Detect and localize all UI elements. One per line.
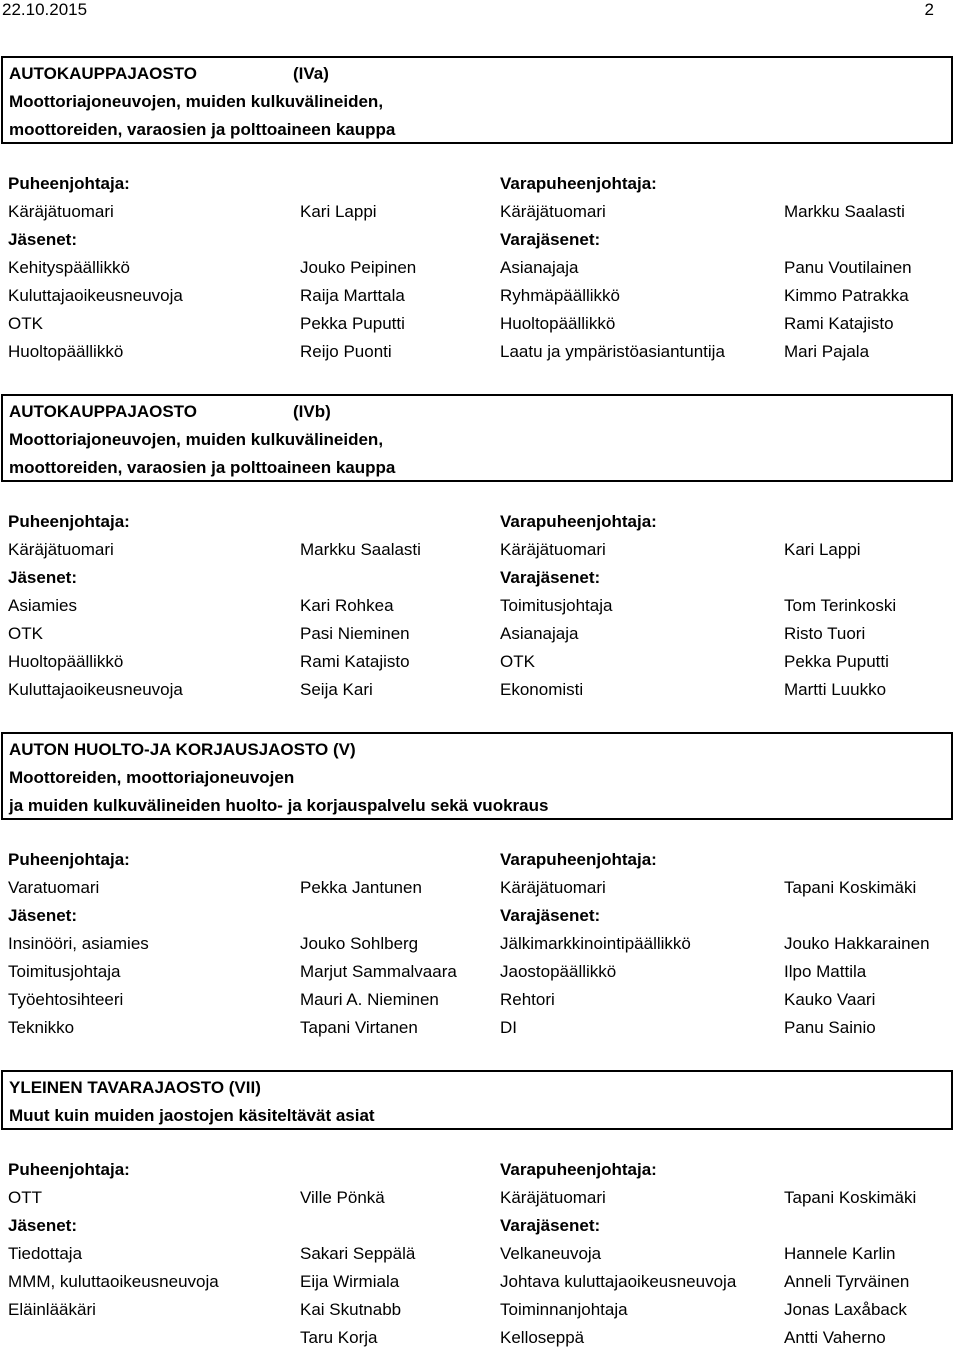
- member-name: Reijo Puonti: [300, 342, 392, 361]
- page-number: 2: [924, 0, 934, 19]
- deputy-name: Tom Terinkoski: [784, 596, 897, 615]
- section-title-line: [9, 60, 945, 88]
- member-row: [8, 282, 958, 310]
- document-date: 22.10.2015: [2, 0, 88, 19]
- chair-name: Markku Saalasti: [300, 540, 421, 559]
- member-title: Huoltopäällikkö: [8, 652, 124, 671]
- member-name: Sakari Seppälä: [300, 1244, 416, 1263]
- deputy-title: OTK: [500, 652, 535, 671]
- member-row: [8, 254, 958, 282]
- vice-chair-name: Tapani Koskimäki: [784, 878, 917, 897]
- members-label: Jäsenet:: [8, 230, 77, 249]
- section-subtitle: moottoreiden, varaosien ja polttoaineen kauppa: [9, 120, 396, 139]
- chair-title: Käräjätuomari: [8, 540, 114, 559]
- member-name: Taru Korja: [300, 1328, 378, 1347]
- deputy-name: Kimmo Patrakka: [784, 286, 909, 305]
- member-row: [8, 620, 958, 648]
- deputy-title: Jälkimarkkinointipäällikkö: [500, 934, 691, 953]
- roster-label-row: [8, 226, 958, 254]
- deputy-title: Toimitusjohtaja: [500, 596, 613, 615]
- vice-chair-title: Käräjätuomari: [500, 1188, 606, 1207]
- member-name: Pasi Nieminen: [300, 624, 410, 643]
- section-subtitle: Moottoriajoneuvojen, muiden kulkuvälineiden,: [9, 430, 384, 449]
- chair-row: [8, 198, 958, 226]
- section-roster: [8, 170, 958, 366]
- deputy-title: Ryhmäpäällikkö: [500, 286, 620, 305]
- chair-name: Kari Lappi: [300, 202, 377, 221]
- section-title-box: [1, 732, 953, 820]
- section-subtitle: Moottoriajoneuvojen, muiden kulkuvälineiden,: [9, 92, 384, 111]
- chair-row: [8, 1184, 958, 1212]
- deputy-name: Risto Tuori: [784, 624, 866, 643]
- deputy-title: Asianajaja: [500, 624, 579, 643]
- chair-title: Käräjätuomari: [8, 202, 114, 221]
- deputy-name: Jonas Laxåback: [784, 1300, 907, 1319]
- member-title: Kuluttajaoikeusneuvoja: [8, 680, 183, 699]
- member-name: Kai Skutnabb: [300, 1300, 402, 1319]
- member-row: [8, 1014, 958, 1042]
- member-row: [8, 648, 958, 676]
- deputy-title: Velkaneuvoja: [500, 1244, 602, 1263]
- member-title: Teknikko: [8, 1018, 75, 1037]
- member-title: Toimitusjohtaja: [8, 962, 121, 981]
- deputy-name: Mari Pajala: [784, 342, 870, 361]
- member-name: Pekka Puputti: [300, 314, 405, 333]
- members-label: Jäsenet:: [8, 1216, 77, 1235]
- member-title: Huoltopäällikkö: [8, 342, 124, 361]
- vice-chair-label: Varapuheenjohtaja:: [500, 512, 657, 531]
- roster-label-row: [8, 1212, 958, 1240]
- deputy-name: Jouko Hakkarainen: [784, 934, 930, 953]
- deputy-name: Anneli Tyrväinen: [784, 1272, 910, 1291]
- member-row: [8, 958, 958, 986]
- chair-name: Ville Pönkä: [300, 1188, 385, 1207]
- chair-label: Puheenjohtaja:: [8, 512, 130, 531]
- vice-chair-name: Tapani Koskimäki: [784, 1188, 917, 1207]
- members-label: Jäsenet:: [8, 906, 77, 925]
- member-row: [8, 310, 958, 338]
- roster-label-row: [8, 170, 958, 198]
- section-title: YLEINEN TAVARAJAOSTO (VII): [9, 1078, 261, 1097]
- section-title: AUTOKAUPPAJAOSTO: [9, 64, 197, 83]
- section-roster: [8, 508, 958, 704]
- section-title-box: [1, 56, 953, 144]
- member-title: OTK: [8, 624, 43, 643]
- member-row: [8, 592, 958, 620]
- deputy-name: Panu Voutilainen: [784, 258, 912, 277]
- section-title-line: [9, 1074, 945, 1102]
- page-header: [0, 0, 960, 22]
- deputy-title: Laatu ja ympäristöasiantuntija: [500, 342, 725, 361]
- chair-label: Puheenjohtaja:: [8, 174, 130, 193]
- member-row: [8, 338, 958, 366]
- members-label: Jäsenet:: [8, 568, 77, 587]
- member-title: Kehityspäällikkö: [8, 258, 130, 277]
- section-subtitle: Muut kuin muiden jaostojen käsiteltävät asiat: [9, 1106, 375, 1125]
- roster-label-row: [8, 902, 958, 930]
- member-row: [8, 1268, 958, 1296]
- member-title: Asiamies: [8, 596, 77, 615]
- deputy-name: Rami Katajisto: [784, 314, 894, 333]
- chair-label: Puheenjohtaja:: [8, 1160, 130, 1179]
- member-name: Kari Rohkea: [300, 596, 394, 615]
- deputy-name: Kauko Vaari: [784, 990, 876, 1009]
- section-roster: [8, 846, 958, 1042]
- section-title-box: [1, 1070, 953, 1130]
- deputy-title: Kelloseppä: [500, 1328, 585, 1347]
- section-subtitle: Moottoreiden, moottoriajoneuvojen: [9, 768, 295, 787]
- roster-label-row: [8, 1156, 958, 1184]
- member-title: Insinööri, asiamies: [8, 934, 149, 953]
- section-subtitle: moottoreiden, varaosien ja polttoaineen kauppa: [9, 458, 396, 477]
- deputy-title: Rehtori: [500, 990, 555, 1009]
- member-name: Raija Marttala: [300, 286, 405, 305]
- deputy-name: Hannele Karlin: [784, 1244, 896, 1263]
- section-title-box: [1, 394, 953, 482]
- chair-row: [8, 874, 958, 902]
- vice-chair-label: Varapuheenjohtaja:: [500, 174, 657, 193]
- member-name: Mauri A. Nieminen: [300, 990, 439, 1009]
- vice-chair-title: Käräjätuomari: [500, 540, 606, 559]
- chair-label: Puheenjohtaja:: [8, 850, 130, 869]
- member-name: Jouko Peipinen: [300, 258, 417, 277]
- member-title: MMM, kuluttaoikeusneuvoja: [8, 1272, 219, 1291]
- deputy-title: Toiminnanjohtaja: [500, 1300, 628, 1319]
- section-title-line: [9, 736, 945, 764]
- member-name: Eija Wirmiala: [300, 1272, 400, 1291]
- deputies-label: Varajäsenet:: [500, 568, 601, 587]
- deputy-name: Martti Luukko: [784, 680, 887, 699]
- member-title: OTK: [8, 314, 43, 333]
- member-title: Eläinlääkäri: [8, 1300, 96, 1319]
- member-name: Jouko Sohlberg: [300, 934, 419, 953]
- deputy-name: Antti Vaherno: [784, 1328, 886, 1347]
- chair-title: Varatuomari: [8, 878, 100, 897]
- member-name: Marjut Sammalvaara: [300, 962, 457, 981]
- vice-chair-label: Varapuheenjohtaja:: [500, 850, 657, 869]
- deputies-label: Varajäsenet:: [500, 1216, 601, 1235]
- vice-chair-title: Käräjätuomari: [500, 202, 606, 221]
- vice-chair-label: Varapuheenjohtaja:: [500, 1160, 657, 1179]
- section-title: AUTON HUOLTO-JA KORJAUSJAOSTO (V): [9, 740, 356, 759]
- member-name: Seija Kari: [300, 680, 373, 699]
- member-row: [8, 676, 958, 704]
- member-row: [8, 986, 958, 1014]
- section-code: (IVa): [292, 64, 329, 83]
- member-title: Työehtosihteeri: [8, 990, 124, 1009]
- section-title: AUTOKAUPPAJAOSTO: [9, 402, 197, 421]
- member-name: Tapani Virtanen: [300, 1018, 418, 1037]
- member-row: [8, 1240, 958, 1268]
- deputy-title: Ekonomisti: [500, 680, 584, 699]
- roster-label-row: [8, 846, 958, 874]
- member-row: [8, 1324, 958, 1352]
- section-title-line: [9, 398, 945, 426]
- deputies-label: Varajäsenet:: [500, 906, 601, 925]
- deputy-name: Ilpo Mattila: [784, 962, 867, 981]
- deputies-label: Varajäsenet:: [500, 230, 601, 249]
- chair-title: OTT: [8, 1188, 42, 1207]
- deputy-title: Johtava kuluttajaoikeusneuvoja: [500, 1272, 737, 1291]
- section-roster: [8, 1156, 958, 1352]
- section-subtitle: ja muiden kulkuvälineiden huolto- ja korjauspalvelu sekä vuokraus: [9, 796, 549, 815]
- vice-chair-name: Kari Lappi: [784, 540, 861, 559]
- chair-row: [8, 536, 958, 564]
- vice-chair-title: Käräjätuomari: [500, 878, 606, 897]
- member-row: [8, 930, 958, 958]
- roster-label-row: [8, 564, 958, 592]
- deputy-title: Asianajaja: [500, 258, 579, 277]
- deputy-name: Pekka Puputti: [784, 652, 889, 671]
- member-title: Tiedottaja: [8, 1244, 83, 1263]
- vice-chair-name: Markku Saalasti: [784, 202, 905, 221]
- member-row: [8, 1296, 958, 1324]
- member-title: Kuluttajaoikeusneuvoja: [8, 286, 183, 305]
- section-code: (IVb): [292, 402, 331, 421]
- deputy-title: DI: [500, 1018, 517, 1037]
- chair-name: Pekka Jantunen: [300, 878, 422, 897]
- deputy-title: Jaostopäällikkö: [500, 962, 617, 981]
- deputy-title: Huoltopäällikkö: [500, 314, 616, 333]
- member-name: Rami Katajisto: [300, 652, 410, 671]
- roster-label-row: [8, 508, 958, 536]
- deputy-name: Panu Sainio: [784, 1018, 876, 1037]
